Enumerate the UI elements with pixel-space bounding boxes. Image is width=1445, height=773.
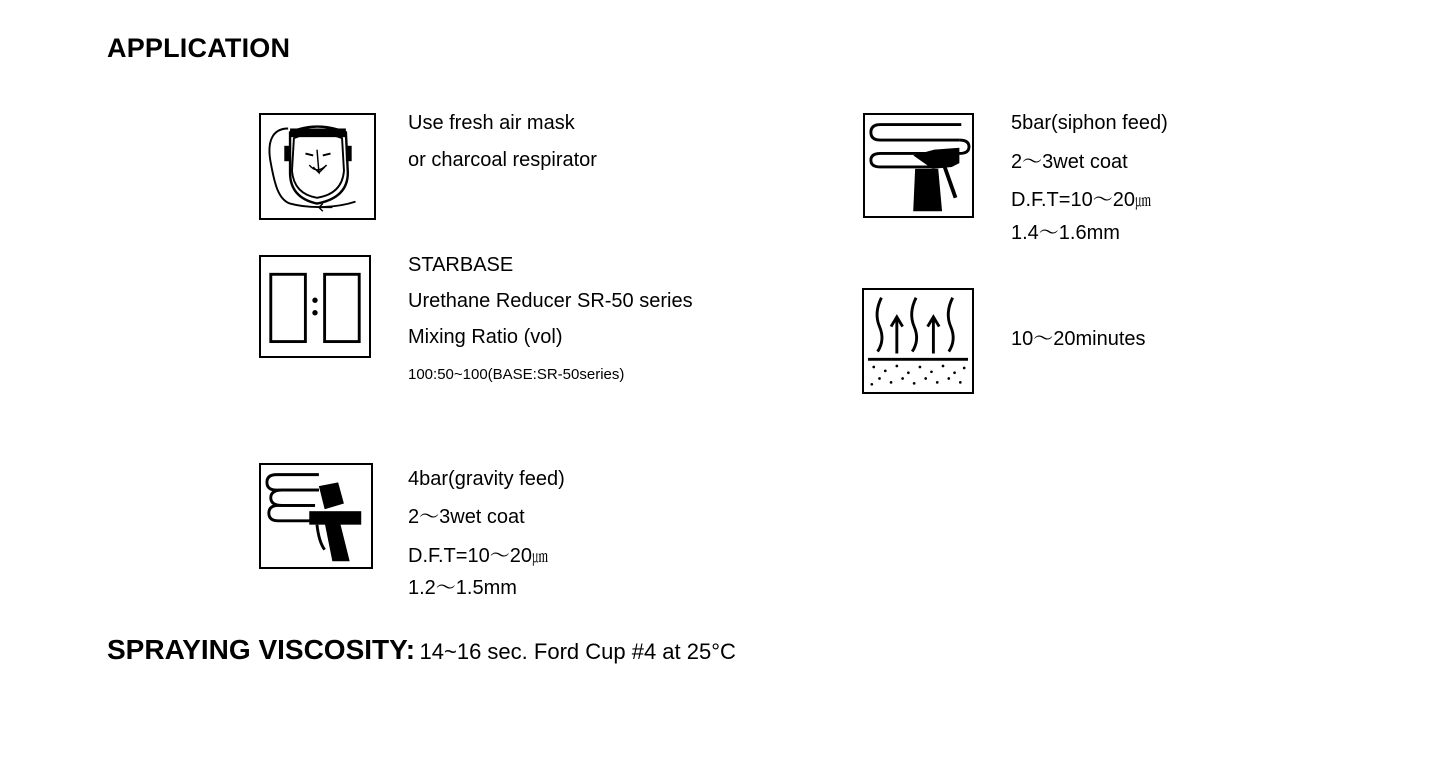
spraying-viscosity bbox=[107, 634, 736, 666]
viscosity-label: SPRAYING VISCOSITY: bbox=[107, 634, 416, 665]
mixing-ratio-value: 100:50~100(BASE:SR-50series) bbox=[408, 366, 625, 383]
text-line: Urethane Reducer SR-50 series bbox=[408, 290, 693, 312]
mixing-ratio-icon bbox=[259, 255, 371, 358]
text-line: 4bar(gravity feed) bbox=[408, 468, 565, 490]
text-line: or charcoal respirator bbox=[408, 149, 597, 171]
gravity-feed-spray-gun-icon bbox=[259, 463, 373, 569]
dft-unit: ㎛ bbox=[1134, 193, 1151, 210]
fresh-air-mask-icon bbox=[259, 113, 376, 220]
text-line: 2～3wet coat bbox=[408, 506, 525, 528]
text-line: D.F.T=10～20 bbox=[1011, 189, 1135, 211]
text-line: D.F.T=10～20 bbox=[408, 545, 532, 567]
dft-line bbox=[408, 539, 548, 568]
text-line: 1.4～1.6mm bbox=[1011, 222, 1120, 244]
siphon-feed-spray-gun-icon bbox=[863, 113, 974, 218]
dft-line bbox=[1011, 183, 1151, 212]
dft-unit: ㎛ bbox=[531, 549, 548, 566]
viscosity-value: 14~16 sec. Ford Cup #4 at 25°C bbox=[419, 639, 736, 664]
text-line: 10～20minutes bbox=[1011, 328, 1146, 350]
text-line: 5bar(siphon feed) bbox=[1011, 112, 1168, 134]
text-line: STARBASE bbox=[408, 254, 514, 276]
text-line: Mixing Ratio (vol) bbox=[408, 326, 563, 348]
text-line: Use fresh air mask bbox=[408, 112, 575, 134]
page-title: APPLICATION bbox=[107, 33, 291, 63]
flash-off-time-icon bbox=[862, 288, 974, 394]
text-line: 2～3wet coat bbox=[1011, 151, 1128, 173]
text-line: 1.2～1.5mm bbox=[408, 577, 517, 599]
